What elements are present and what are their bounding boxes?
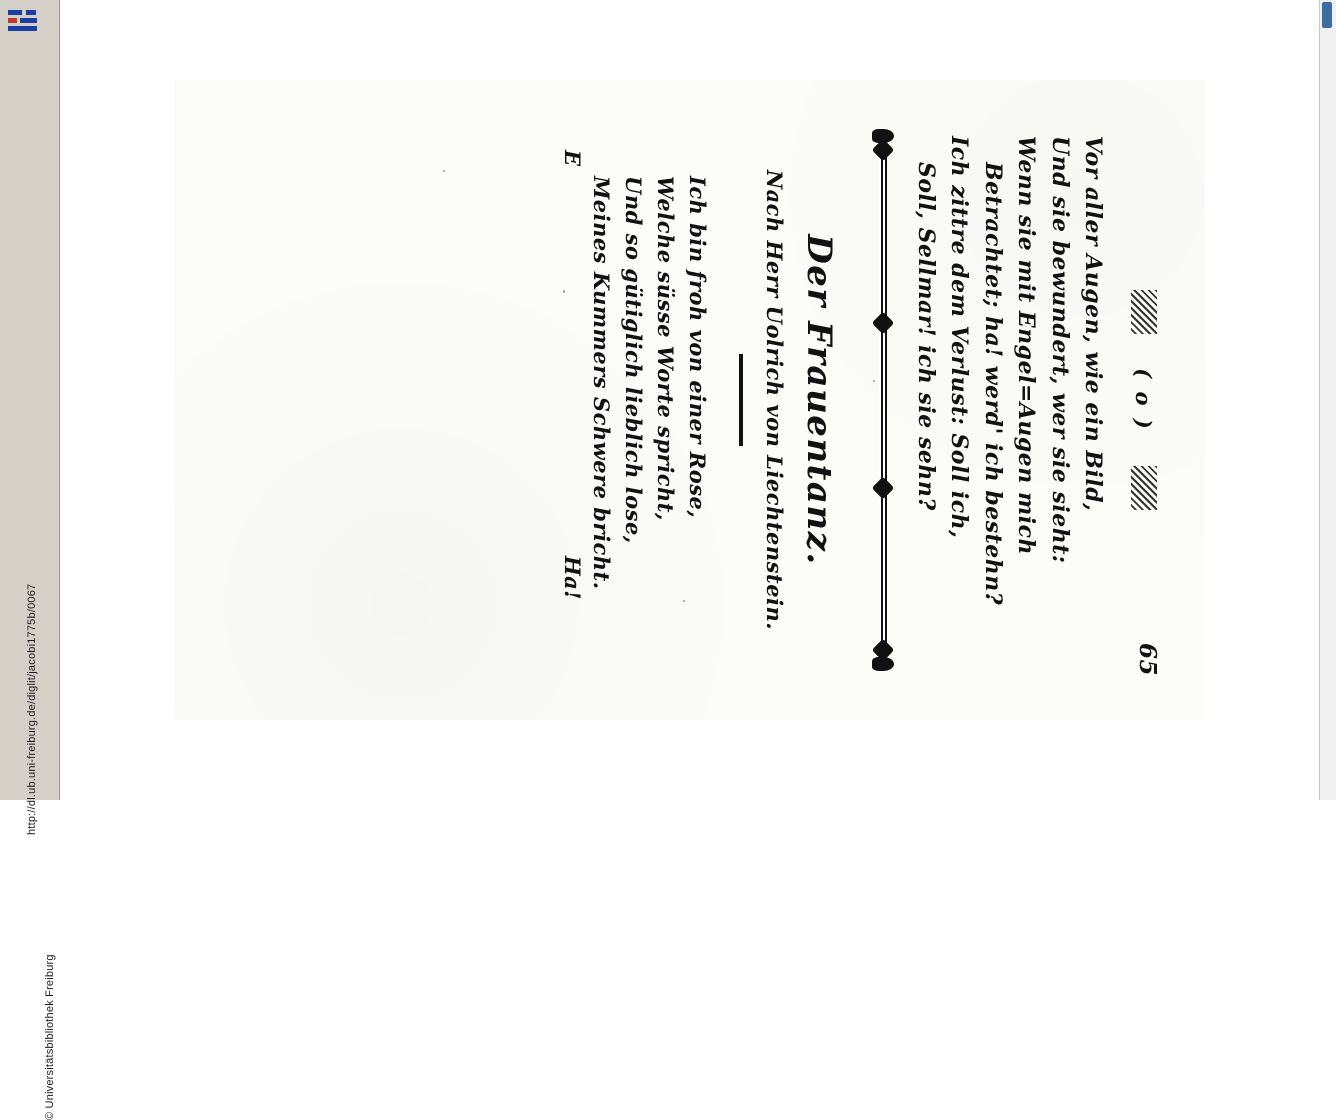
scrollbar-thumb[interactable]: [1322, 2, 1332, 28]
ornamental-divider-icon: [861, 80, 905, 720]
song-title: Der Frauentanz.: [799, 234, 839, 566]
catchword: Ha!: [560, 555, 585, 600]
page-number: 65: [1134, 642, 1161, 676]
ornament-block-right-icon: [1131, 466, 1157, 510]
verse-line: Und sie bewundert, wer sie sieht:: [1046, 136, 1073, 564]
verse-block: [908, 136, 1109, 676]
ornament-block-left-icon: [1131, 290, 1157, 334]
signature-mark: E: [560, 150, 585, 167]
verse-line: Soll, Sellmar! ich sie sehn?: [912, 162, 939, 511]
head-center-ornament: ( o ): [1131, 368, 1157, 432]
verse-line: Wenn sie mit Engel=Augen mich: [1013, 136, 1040, 555]
verse-line: Vor aller Augen, wie ein Bild,: [1080, 136, 1106, 512]
running-head: [1131, 80, 1157, 720]
scanned-page: [175, 80, 1205, 720]
song-subtitle: Nach Herr Uolrich von Liechtenstein.: [762, 169, 787, 631]
song-line: Ich bin froh von einer Rose,: [685, 176, 710, 519]
song-stanza: [585, 176, 713, 646]
title-rule: [739, 354, 743, 446]
song-line: Meines Kummers Schwere bricht.: [589, 176, 615, 590]
source-url-label[interactable]: http://dl.ub.uni-freiburg.de/diglit/jacobi1775b/0067: [26, 583, 38, 835]
ub-freiburg-logo-icon: [8, 8, 44, 38]
vertical-scrollbar[interactable]: [1319, 0, 1336, 800]
sidebar: [0, 0, 60, 1120]
copyright-label: © Universitätsbibliothek Freiburg: [44, 954, 56, 1120]
song-line: Welche süsse Worte spricht,: [653, 176, 679, 521]
song-line: Und so gütiglich lieblich lose,: [621, 176, 647, 544]
verse-line: Ich zittre dem Verlust: Soll ich,: [946, 136, 973, 539]
verse-line: Betrachtet; ha! werd' ich bestehn?: [979, 162, 1006, 606]
page-image-area[interactable]: [60, 0, 1320, 800]
